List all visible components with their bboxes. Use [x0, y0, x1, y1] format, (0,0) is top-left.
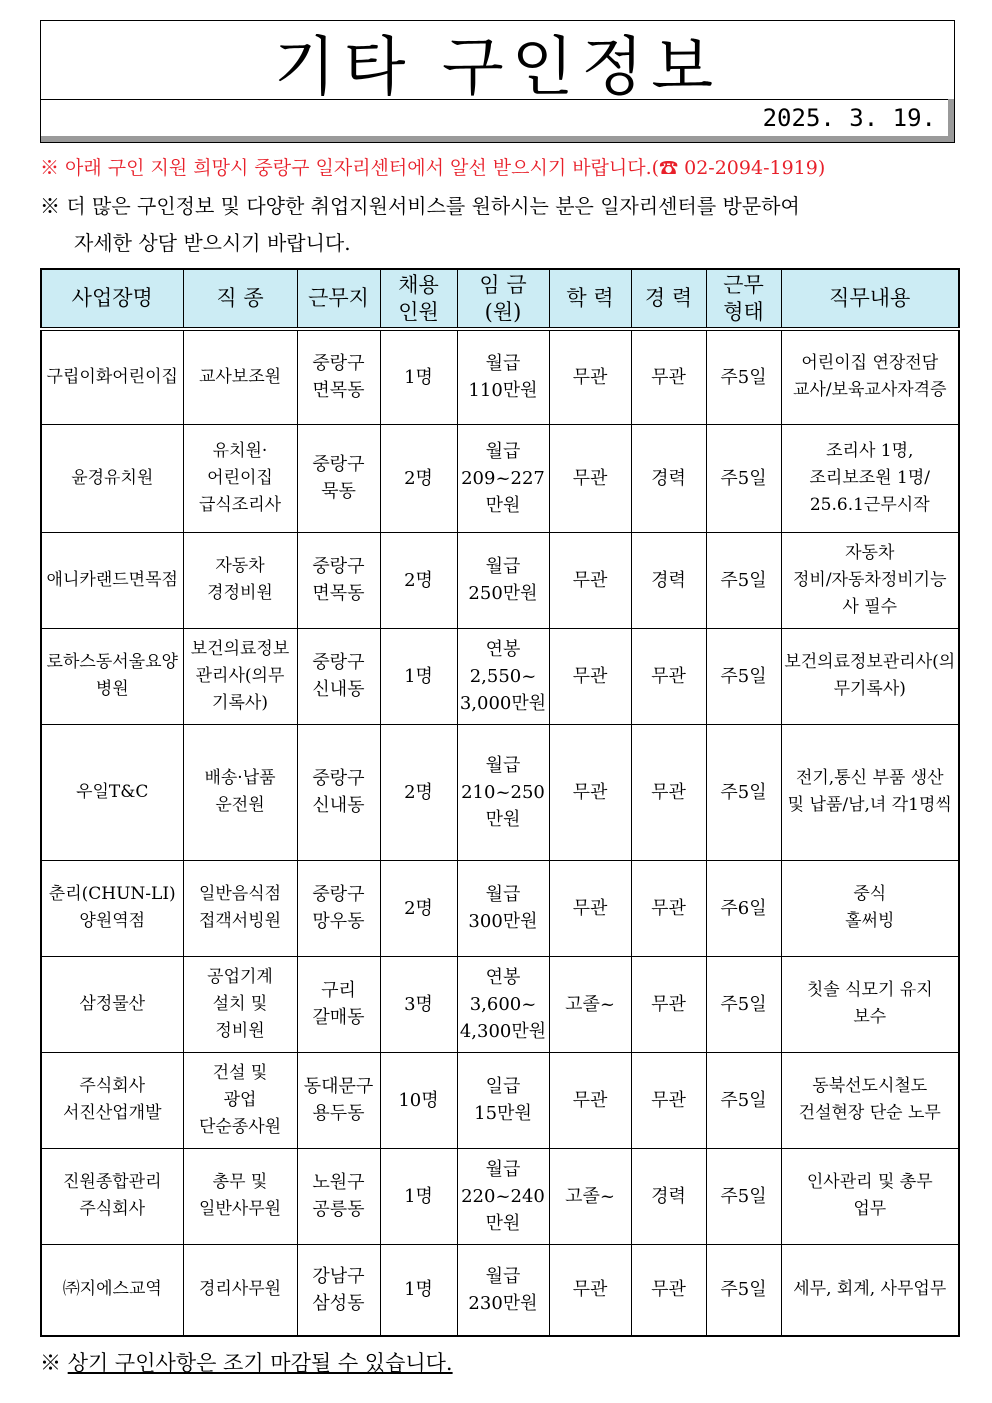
cell-location: 강남구 삼성동: [297, 1244, 380, 1336]
cell-job: 일반음식점 접객서빙원: [183, 860, 297, 956]
table-row: [41, 860, 959, 956]
cell-headcount: 1명: [380, 329, 457, 424]
table-row: [41, 1244, 959, 1336]
cell-worktype: 주5일: [706, 956, 781, 1052]
cell-company: 주식회사 서진산업개발: [41, 1052, 183, 1148]
cell-worktype: 주5일: [706, 532, 781, 628]
cell-wage: 월급 230만원: [457, 1244, 549, 1336]
cell-headcount: 1명: [380, 1148, 457, 1244]
footer-mark: ※: [40, 1351, 61, 1375]
cell-headcount: 2명: [380, 532, 457, 628]
cell-wage: 연봉 3,600~ 4,300만원: [457, 956, 549, 1052]
cell-duties: 세무, 회계, 사무업무: [781, 1244, 959, 1336]
cell-wage: 월급 250만원: [457, 532, 549, 628]
cell-duties: 조리사 1명, 조리보조원 1명/ 25.6.1근무시작: [781, 424, 959, 532]
header-wage: 임 금 (원): [457, 269, 549, 329]
publish-date: 2025. 3. 19.: [762, 104, 936, 132]
cell-location: 중랑구 묵동: [297, 424, 380, 532]
cell-job: 배송·납품 운전원: [183, 724, 297, 860]
cell-experience: 경력: [631, 1148, 706, 1244]
cell-wage: 월급 220~240 만원: [457, 1148, 549, 1244]
cell-location: 중랑구 면목동: [297, 329, 380, 424]
header-job: 직 종: [183, 269, 297, 329]
notice-more-info-line1: ※ 더 많은 구인정보 및 다양한 취업지원서비스를 원하시는 분은 일자리센터를 방문하여: [40, 194, 800, 218]
header-experience: 경 력: [631, 269, 706, 329]
header-worktype: 근무 형태: [706, 269, 781, 329]
header-headcount: 채용 인원: [380, 269, 457, 329]
cell-location: 중랑구 신내동: [297, 724, 380, 860]
cell-job: 공업기계 설치 및 정비원: [183, 956, 297, 1052]
cell-wage: 월급 300만원: [457, 860, 549, 956]
footer-note: [40, 1347, 453, 1379]
header-divider: [41, 99, 954, 100]
cell-worktype: 주5일: [706, 628, 781, 724]
cell-company: 윤경유치원: [41, 424, 183, 532]
header-shadow-bottom: [41, 136, 954, 142]
notice-contact: ※ 아래 구인 지원 희망시 중랑구 일자리센터에서 알선 받으시기 바랍니다.(☎ 02-2094-1919): [40, 157, 826, 179]
table-row: [41, 424, 959, 532]
header-duties: 직무내용: [781, 269, 959, 329]
header-box: [40, 20, 955, 143]
cell-wage: 월급 110만원: [457, 329, 549, 424]
table-row: [41, 724, 959, 860]
cell-worktype: 주5일: [706, 724, 781, 860]
cell-education: 무관: [549, 424, 631, 532]
cell-job: 교사보조원: [183, 329, 297, 424]
cell-worktype: 주5일: [706, 1244, 781, 1336]
cell-duties: 중식 홀써빙: [781, 860, 959, 956]
cell-headcount: 2명: [380, 860, 457, 956]
table-row: [41, 329, 959, 424]
cell-experience: 무관: [631, 724, 706, 860]
cell-company: 삼정물산: [41, 956, 183, 1052]
cell-duties: 동북선도시철도 건설현장 단순 노무: [781, 1052, 959, 1148]
cell-company: 로하스동서울요양병원: [41, 628, 183, 724]
cell-headcount: 2명: [380, 724, 457, 860]
cell-job: 경리사무원: [183, 1244, 297, 1336]
cell-worktype: 주6일: [706, 860, 781, 956]
cell-experience: 무관: [631, 860, 706, 956]
table-row: [41, 628, 959, 724]
table-row: [41, 956, 959, 1052]
table-row: [41, 1148, 959, 1244]
footer-text: 상기 구인사항은 조기 마감될 수 있습니다.: [67, 1351, 453, 1375]
cell-job: 자동차 경정비원: [183, 532, 297, 628]
cell-experience: 경력: [631, 532, 706, 628]
cell-company: 애니카랜드면목점: [41, 532, 183, 628]
cell-duties: 인사관리 및 총무 업무: [781, 1148, 959, 1244]
table-row: [41, 532, 959, 628]
cell-headcount: 1명: [380, 1244, 457, 1336]
page-title: 기타 구인정보: [273, 31, 722, 105]
cell-wage: 월급 209~227 만원: [457, 424, 549, 532]
cell-headcount: 1명: [380, 628, 457, 724]
cell-headcount: 3명: [380, 956, 457, 1052]
cell-wage: 일급 15만원: [457, 1052, 549, 1148]
cell-job: 보건의료정보 관리사(의무 기록사): [183, 628, 297, 724]
cell-worktype: 주5일: [706, 1148, 781, 1244]
header-location: 근무지: [297, 269, 380, 329]
cell-education: 무관: [549, 532, 631, 628]
cell-worktype: 주5일: [706, 424, 781, 532]
cell-location: 구리 갈매동: [297, 956, 380, 1052]
header-company: 사업장명: [41, 269, 183, 329]
cell-headcount: 2명: [380, 424, 457, 532]
cell-duties: 자동차 정비/자동차정비기능 사 필수: [781, 532, 959, 628]
cell-location: 중랑구 망우동: [297, 860, 380, 956]
cell-education: 무관: [549, 860, 631, 956]
cell-location: 중랑구 면목동: [297, 532, 380, 628]
header-education: 학 력: [549, 269, 631, 329]
cell-worktype: 주5일: [706, 329, 781, 424]
cell-experience: 무관: [631, 1052, 706, 1148]
cell-education: 무관: [549, 1052, 631, 1148]
cell-education: 고졸~: [549, 1148, 631, 1244]
cell-education: 무관: [549, 628, 631, 724]
cell-wage: 연봉 2,550~ 3,000만원: [457, 628, 549, 724]
cell-location: 중랑구 신내동: [297, 628, 380, 724]
cell-job: 건설 및 광업 단순종사원: [183, 1052, 297, 1148]
cell-experience: 경력: [631, 424, 706, 532]
cell-experience: 무관: [631, 1244, 706, 1336]
cell-wage: 월급 210~250 만원: [457, 724, 549, 860]
cell-duties: 칫솔 식모기 유지 보수: [781, 956, 959, 1052]
job-listings-table: [40, 268, 960, 1337]
cell-education: 무관: [549, 1244, 631, 1336]
cell-experience: 무관: [631, 956, 706, 1052]
cell-education: 고졸~: [549, 956, 631, 1052]
cell-duties: 보건의료정보관리사(의 무기록사): [781, 628, 959, 724]
cell-education: 무관: [549, 724, 631, 860]
notice-more-info-line2: 자세한 상담 받으시기 바랍니다.: [74, 231, 351, 255]
cell-headcount: 10명: [380, 1052, 457, 1148]
cell-duties: 전기,통신 부품 생산 및 납품/남,녀 각1명씩: [781, 724, 959, 860]
cell-company: 구립이화어린이집: [41, 329, 183, 424]
cell-company: ㈜지에스교역: [41, 1244, 183, 1336]
cell-duties: 어린이집 연장전담 교사/보육교사자격증: [781, 329, 959, 424]
cell-experience: 무관: [631, 628, 706, 724]
cell-job: 총무 및 일반사무원: [183, 1148, 297, 1244]
cell-company: 춘리(CHUN-LI) 양원역점: [41, 860, 183, 956]
cell-education: 무관: [549, 329, 631, 424]
cell-worktype: 주5일: [706, 1052, 781, 1148]
table-header-row: [41, 269, 959, 329]
table-row: [41, 1052, 959, 1148]
cell-job: 유치원· 어린이집 급식조리사: [183, 424, 297, 532]
cell-location: 동대문구 용두동: [297, 1052, 380, 1148]
cell-location: 노원구 공릉동: [297, 1148, 380, 1244]
cell-experience: 무관: [631, 329, 706, 424]
cell-company: 우일T&C: [41, 724, 183, 860]
cell-company: 진원종합관리 주식회사: [41, 1148, 183, 1244]
